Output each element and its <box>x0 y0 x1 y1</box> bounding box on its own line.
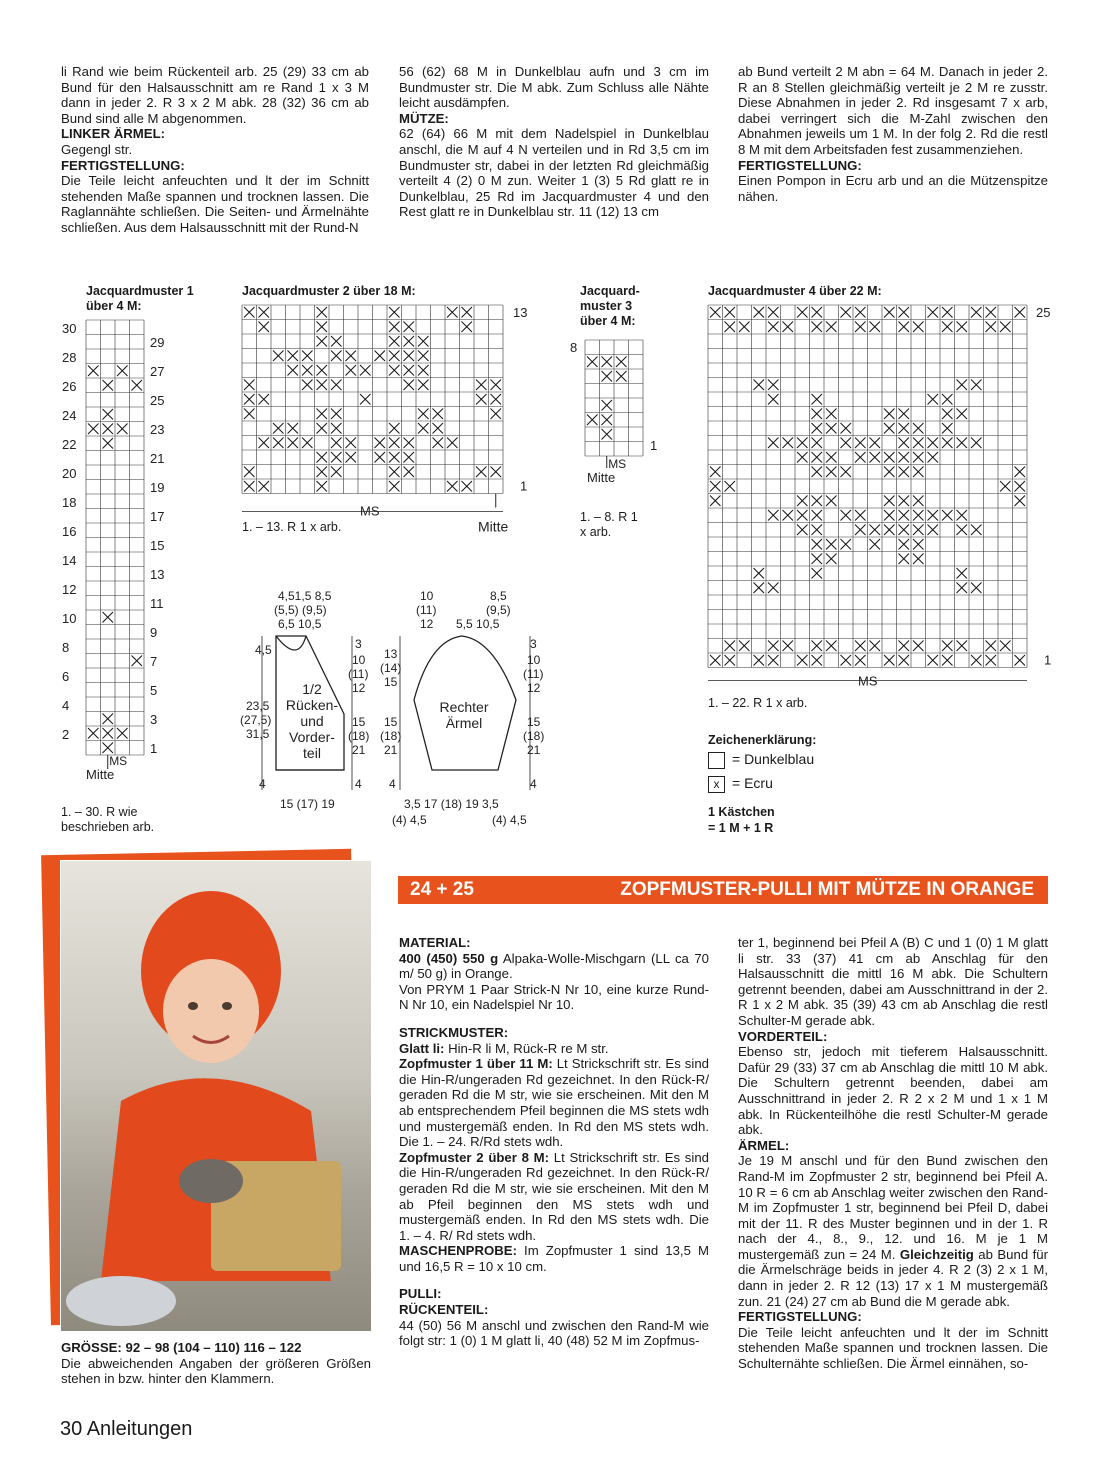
jacquard-chart-1 <box>62 320 164 782</box>
body-left-c: 4 <box>259 777 266 791</box>
mitte-label: Mitte <box>86 767 115 782</box>
body-label-1: Rücken- <box>285 697 339 713</box>
row-number-left: 4 <box>62 698 70 713</box>
legend-title: Zeichenerklärung: <box>708 733 817 747</box>
child-photo <box>60 860 372 1332</box>
paragraph: Die Teile leicht anfeuchten und lt der im Schnitt stehenden Maße spannen und trocknen lassen. Die Raglannähte schließen. Die Seiten- und Ärmelnähte schließen. Aus dem Halsausschnitt mit der Rund-N <box>61 173 369 235</box>
sleeve-left-b1: 15 <box>384 715 398 729</box>
jacquard-chart-4 <box>708 305 1051 689</box>
section-heading: PULLI: <box>399 1286 442 1302</box>
page-number: 30 <box>60 1418 83 1440</box>
sleeve-top3b: 5,5 10,5 <box>456 617 500 631</box>
size-block <box>61 1340 371 1387</box>
paragraph: 62 (64) 66 M mit dem Nadelspiel in Dunkelblau anschl, die M auf 4 N verteilen und in Rd 3,5 cm im Bundmuster str, dabei in der letzten Rd gleichmäßig verteilt 4 (2) 0 M zun. Weiter 1 (3) 5 Rd glatt re in Dunkelblau, 25 Rd im Jacquardmuster 4 und den Rest glatt re in Dunkelblau str. 11 (12) 13 cm <box>399 126 709 220</box>
j3-note: 1. – 8. R 1 x arb. <box>580 510 638 539</box>
body-bottom: 15 (17) 19 <box>280 797 335 811</box>
j2-title: Jacquardmuster 2 über 18 M: <box>242 284 416 298</box>
ms-label: MS <box>109 754 128 768</box>
mitte-label: Mitte <box>478 518 509 535</box>
sleeve-top1a: 10 <box>420 589 434 603</box>
sleeve-left-b2: (18) <box>380 729 402 743</box>
body-label-4: teil <box>303 745 321 761</box>
section-heading: FERTIGSTELLUNG: <box>61 157 185 173</box>
text-column-bottom-2 <box>738 935 1048 1372</box>
section-banner <box>398 876 1048 904</box>
row-number-left: 12 <box>62 582 77 597</box>
paragraph: Einen Pompon in Ecru arb und an die Mützenspitze nähen. <box>738 173 1048 204</box>
paragraph: Gegengl str. <box>61 141 133 157</box>
sleeve-left-c: 4 <box>389 777 396 791</box>
row-number-right: 9 <box>150 625 158 640</box>
body-label-2: und <box>300 713 324 729</box>
size-heading: GRÖSSE: 92 – 98 (104 – 110) 116 – 122 <box>61 1340 302 1355</box>
row-number-left: 22 <box>62 437 77 452</box>
row-number-left: 8 <box>62 640 70 655</box>
mitte-label: Mitte <box>587 470 616 485</box>
row-number-right: 21 <box>150 451 165 466</box>
legend-kaestchen-2: = 1 M + 1 R <box>708 821 774 835</box>
body-label-3: Vorder- <box>289 729 335 745</box>
paragraph: Glatt li: Hin-R li M, Rück-R re M str. <box>399 1040 609 1056</box>
row-number-right: 5 <box>150 683 158 698</box>
row-number-bottom: 1 <box>1044 652 1052 668</box>
footer-section: Anleitungen <box>86 1418 193 1440</box>
paragraph: 400 (450) 550 g Alpaka-Wolle-Mischgarn (LL ca 70 m/ 50 g) in Orange. <box>399 950 709 982</box>
body-left-b3: 31,5 <box>246 727 270 741</box>
sleeve-top1b: 8,5 <box>490 589 507 603</box>
body-left-b2: (27,5) <box>240 713 272 727</box>
body-top1: 4,51,5 8,5 <box>278 589 332 603</box>
body-right-d: 4 <box>355 777 362 791</box>
legend-kaestchen-1: 1 Kästchen <box>708 805 775 819</box>
sleeve-right-c1: 15 <box>527 715 541 729</box>
row-number-right: 27 <box>150 364 165 379</box>
row-number-left: 16 <box>62 524 77 539</box>
size-note: Die abweichenden Angaben der größeren Größen stehen in bzw. hinter den Klammern. <box>61 1355 371 1387</box>
row-number-right: 3 <box>150 712 158 727</box>
sleeve-schematic-text <box>380 589 544 827</box>
paragraph: Die Teile leicht anfeuchten und lt der im Schnitt stehenden Maße spannen und trocknen lassen. Die Schulternähte schließen. Die Ärmel einnähen, so- <box>738 1324 1048 1372</box>
legend-ecru-swatch: x <box>708 776 725 793</box>
row-number-left: 28 <box>62 350 77 365</box>
spacer <box>399 1274 709 1286</box>
row-number-right: 19 <box>150 480 165 495</box>
body-left-a: 4,5 <box>255 643 272 657</box>
paragraph: Zopfmuster 2 über 8 M: Lt Strickschrift str. Es sind die Hin-R/ungeraden Rd gezeichnet. In den Rück-R/ geraden Rd die M str, wie sie erscheinen. Mit den M ab Pfeil beginnen den MS stets wdh und mustergemäß enden. In Rd den MS stets wdh. Die 1. – 4. R/ Rd stets wdh. <box>399 1149 709 1243</box>
row-number-right: 15 <box>150 538 165 553</box>
sleeve-label-1: Ärmel <box>445 715 483 731</box>
body-right-c2: (18) <box>348 729 370 743</box>
j4-title: Jacquardmuster 4 über 22 M: <box>708 284 882 298</box>
section-heading: MÜTZE: <box>399 110 449 126</box>
row-number-left: 18 <box>62 495 77 510</box>
paragraph: 44 (50) 56 M anschl und zwischen den Rand-M wie folgt str: 1 (0) 1 M glatt li, 40 (48) 52 M im Zopfmus- <box>399 1317 709 1349</box>
section-heading: LINKER ÄRMEL: <box>61 126 166 142</box>
legend-ecru-label: = Ecru <box>732 775 773 791</box>
sleeve-right-a: 3 <box>530 637 537 651</box>
sleeve-top2a: (11) <box>416 603 437 617</box>
paragraph: Je 19 M anschl und für den Bund zwischen den Rand-M im Zopfmuster 2 str, beginnend bei Pfeil A. 10 R = 6 cm ab Anschlag weiter zwischen den Rand-M im Zopfmuster 1 str, beginnend bei Pfeil D, dabei mit der 11. R des Muster beginnen und in der 1. R nach der 4., 8., 9., 12. und 16. M je 1 M mustergemäß zun = 24 M. Gleichzeitig ab Bund für die Ärmelschräge beids in jeder 4. R 2 (3) 2 x 1 M, dann in jeder 2. R 12 (13) 17 x 1 M mustergemäß zun. 21 (24) 27 cm ab Bund die M gerade abk. <box>738 1153 1048 1309</box>
sleeve-left-a2: (14) <box>380 661 402 675</box>
body-right-b3: 12 <box>352 681 366 695</box>
body-right-c1: 15 <box>352 715 366 729</box>
row-number-left: 10 <box>62 611 77 626</box>
row-number-bottom: 1 <box>520 478 528 494</box>
row-number-left: 14 <box>62 553 77 568</box>
section-heading: FERTIGSTELLUNG: <box>738 1309 862 1325</box>
text-column-bottom-1 <box>399 935 709 1349</box>
row-number-right: 17 <box>150 509 165 524</box>
paragraph: Von PRYM 1 Paar Strick-N Nr 10, eine kurze Rund-N Nr 10, ein Nadelspiel Nr 10. <box>399 981 709 1013</box>
sleeve-left-a3: 15 <box>384 675 398 689</box>
section-heading: VORDERTEIL: <box>738 1028 828 1044</box>
sleeve-label-0: Rechter <box>439 699 489 715</box>
row-number-right: 13 <box>150 567 165 582</box>
row-number-right: 29 <box>150 335 165 350</box>
sleeve-left-b3: 21 <box>384 743 398 757</box>
jacquard-chart-2 <box>242 305 527 535</box>
banner-title: ZOPFMUSTER-PULLI MIT MÜTZE IN ORANGE <box>620 879 1034 900</box>
row-number-right: 1 <box>150 741 158 756</box>
sleeve-left-a1: 13 <box>384 647 398 661</box>
body-right-b1: 10 <box>352 653 366 667</box>
photo-illustration <box>61 861 371 1331</box>
body-right-a: 3 <box>355 637 362 651</box>
paragraph: li Rand wie beim Rückenteil arb. 25 (29) 33 cm ab Bund für den Halsausschnitt am re Rand 1 x 3 M dann in jeder 2. R 3 x 2 M abk. 28 (32) 36 cm ab Bund sind alle M abgenommen. <box>61 64 369 126</box>
section-heading: ÄRMEL: <box>738 1137 790 1153</box>
row-number-left: 24 <box>62 408 77 423</box>
section-heading: FERTIGSTELLUNG: <box>738 157 862 173</box>
body-right-b2: (11) <box>348 667 369 681</box>
j3-title: Jacquard- muster 3 über 4 M: <box>580 284 640 328</box>
body-right-c3: 21 <box>352 743 366 757</box>
sleeve-bottom1: 3,5 17 (18) 19 3,5 <box>404 797 499 811</box>
j1-note: 1. – 30. R wie beschrieben arb. <box>61 805 155 834</box>
row-number-top: 25 <box>1036 305 1051 320</box>
body-left-b1: 23,5 <box>246 699 270 713</box>
j4-note: 1. – 22. R 1 x arb. <box>708 696 808 710</box>
spacer <box>399 1013 709 1025</box>
row-number-left: 2 <box>62 727 70 742</box>
section-heading: RÜCKENTEIL: <box>399 1302 489 1318</box>
sleeve-right-c2: (18) <box>523 729 545 743</box>
sleeve-right-b1: 10 <box>527 653 541 667</box>
sleeve-right-c3: 21 <box>527 743 541 757</box>
legend-dunkel-label: = Dunkelblau <box>732 751 815 767</box>
j1-title: Jacquardmuster 1 über 4 M: <box>86 284 194 313</box>
jacquard-chart-3 <box>570 340 657 485</box>
row-number-top: 8 <box>570 340 578 355</box>
row-number-left: 20 <box>62 466 77 481</box>
row-number-left: 30 <box>62 321 77 336</box>
j2-note: 1. – 13. R 1 x arb. <box>242 520 342 534</box>
page-footer <box>60 1418 192 1441</box>
body-label-0: 1/2 <box>302 681 322 697</box>
ms-label: MS <box>608 457 627 471</box>
sleeve-bottom2r: (4) 4,5 <box>492 813 527 827</box>
body-top2: (5,5) (9,5) <box>274 603 327 617</box>
body-top3: 6,5 10,5 <box>278 617 322 631</box>
row-number-right: 23 <box>150 422 165 437</box>
paragraph: Zopfmuster 1 über 11 M: Lt Strickschrift str. Es sind die Hin-R/ungeraden Rd gezeichnet. In den Rück-R/ geraden Rd die M str, wie sie erscheinen. Mit den M ab entsprechendem Pfeil beginnen die MS stets wdh und mustergemäß enden. In Rd den MS stets wdh. Die 1. – 24. R/Rd stets wdh. <box>399 1056 709 1150</box>
paragraph: ter 1, beginnend bei Pfeil A (B) C und 1 (0) 1 M glatt li str. 33 (37) 41 cm ab Anschlag für den Halsausschnitt die mittl 16 M abk. Die Schultern getrennt beenden, dabei am Ausschnittrand in der 2. R 1 x 2 M abk. 35 (39) 43 cm ab Anschlag die restl Schulter-M gerade abk. <box>738 935 1048 1028</box>
sleeve-right-b2: (11) <box>523 667 544 681</box>
row-number-left: 26 <box>62 379 77 394</box>
section-heading: STRICKMUSTER: <box>399 1024 509 1040</box>
sleeve-right-d: 4 <box>530 777 537 791</box>
paragraph: Ebenso str, jedoch mit tieferem Halsausschnitt. Dafür 29 (33) 37 cm ab Anschlag die mittl 10 M abk. Die Schultern getrennt beenden, dabei am Ausschnittrand in jeder 2. R 2 x 2 M und 1 x 1 M abk. In Rückenteilhöhe die restl Schulter-M gerade abk. <box>738 1044 1048 1138</box>
sleeve-bottom2l: (4) 4,5 <box>392 813 427 827</box>
section-heading: MATERIAL: <box>399 935 471 950</box>
paragraph: MASCHENPROBE: Im Zopfmuster 1 sind 13,5 M und 16,5 R = 10 x 10 cm. <box>399 1243 709 1274</box>
sleeve-top3a: 12 <box>420 617 434 631</box>
banner-number: 24 + 25 <box>410 879 474 900</box>
ms-label: MS <box>858 673 878 689</box>
row-number-right: 25 <box>150 393 165 408</box>
paragraph: 56 (62) 68 M in Dunkelblau aufn und 3 cm im Bundmuster str. Die M abk. Zum Schluss alle Nähte leicht ausdämpfen. <box>399 64 709 111</box>
sleeve-top2b: (9,5) <box>486 603 511 617</box>
row-number-right: 7 <box>150 654 158 669</box>
row-number-top: 13 <box>513 305 528 320</box>
body-schematic-text <box>240 589 369 811</box>
sleeve-right-b3: 12 <box>527 681 541 695</box>
paragraph: ab Bund verteilt 2 M abn = 64 M. Danach in jeder 2. R an 8 Stellen gleichmäßig verteilt je 2 M re zusstr. Diese Abnahmen in jeder 2. Rd insgesamt 7 x arb, dabei verringert sich die M-Zahl zwischen den Abnahmen jeweils um 1 M. In der folg 2. Rd die restl 8 M mit dem Arbeitsfaden fest zusammenziehen. <box>738 64 1048 157</box>
row-number-left: 6 <box>62 669 70 684</box>
row-number-bottom: 1 <box>650 438 658 453</box>
row-number-right: 11 <box>150 596 164 611</box>
ms-label: MS <box>360 503 380 519</box>
